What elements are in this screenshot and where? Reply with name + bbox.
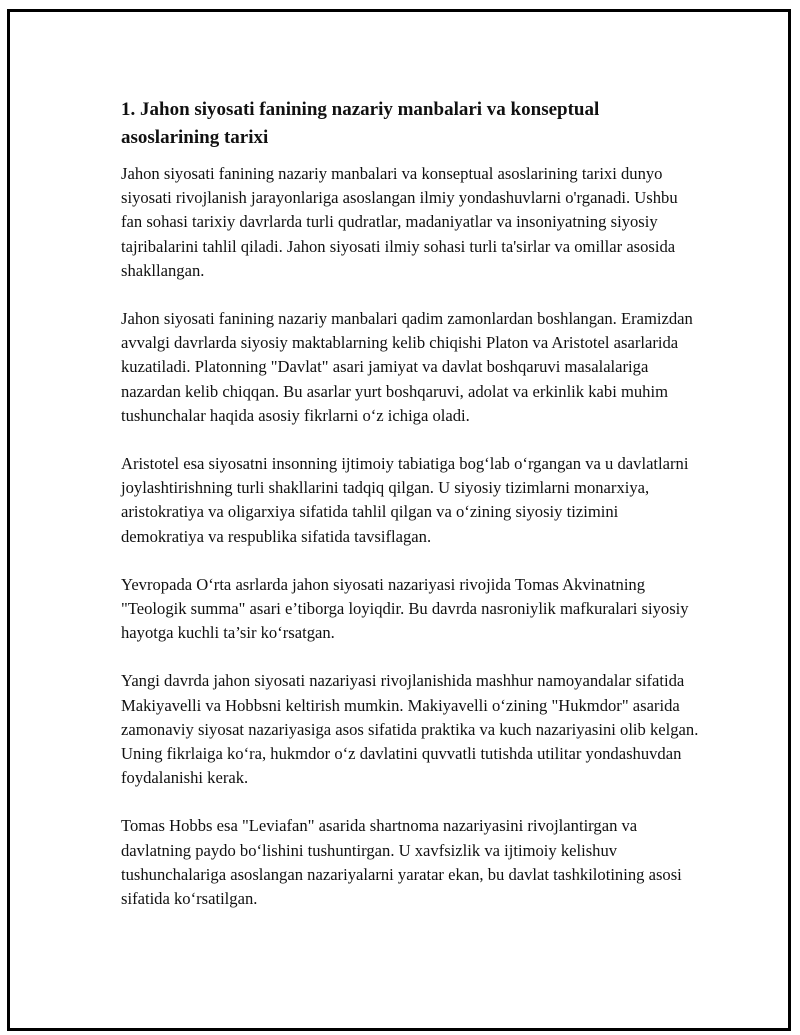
page-frame [7,9,791,1031]
paragraph-1: Jahon siyosati fanining nazariy manbalari va konseptual asoslarining tarixi dunyo siyosati rivojlanish jarayonlariga asoslangan ilmiy yondashuvlarni o'rganadi. Ushbu fan sohasi tarixiy davrlarda turli qudratlar, madaniyatlar va insoniyatning siyosiy tajribalarini tahlil qiladi. Jahon siyosati ilmiy sohasi turli ta'sirlar va omillar asosida shakllangan. [121,164,678,280]
document-body [121,96,699,935]
paragraph-6: Tomas Hobbs esa "Leviafan" asarida shartnoma nazariyasini rivojlantirgan va davlatning paydo bo‘lishini tushuntirgan. U xavfsizlik va ijtimoiy kelishuv tushunchalariga asoslangan nazariyalarni yaratar ekan, bu davlat tashkilotining asosi sifatida ko‘rsatilgan. [121,816,682,909]
paragraph-3: Aristotel esa siyosatni insonning ijtimoiy tabiatiga bog‘lab o‘rgangan va u davlatlarni joylashtirishning turli shakllarini tadqiq qilgan. U siyosiy tizimlarni monarxiya, aristokratiya va oligarxiya sifatida tahlil qilgan va o‘zining siyosiy tizimini demokratiya va respublika sifatida tavsiflagan. [121,454,689,546]
section-title: 1. Jahon siyosati fanining nazariy manbalari va konseptual asoslarining tarixi [121,99,600,148]
paragraph-5: Yangi davrda jahon siyosati nazariyasi rivojlanishida mashhur namoyandalar sifatida Makiyavelli va Hobbsni keltirish mumkin. Makiyavelli o‘zining "Hukmdor" asarida zamonaviy siyosat nazariyasiga asos sifatida praktika va kuch nazariyasini olib kelgan. Uning fikrlaiga ko‘ra, hukmdor o‘z davlatini quvvatli tutishda utilitar yondashuvdan foydalanishi kerak. [121,671,699,788]
paragraph-4: Yevropada O‘rta asrlarda jahon siyosati nazariyasi rivojida Tomas Akvinatning "Teologik summa" asari e’tiborga loyiqdir. Bu davrda nasroniylik mafkuralari siyosiy hayotga kuchli ta’sir ko‘rsatgan. [121,574,689,643]
paragraph-2: Jahon siyosati fanining nazariy manbalari qadim zamonlardan boshlangan. Eramizdan avvalgi davrlarda siyosiy maktablarning kelib chiqishi Platon va Aristotel asarlarida kuzatiladi. Platonning "Davlat" asari jamiyat va davlat boshqaruvi masalalariga nazardan kelib chiqqan. Bu asarlar yurt boshqaruvi, adolat va erkinlik kabi muhim tushunchalar haqida asosiy fikrlarni o‘z ichiga oladi. [121,309,693,425]
